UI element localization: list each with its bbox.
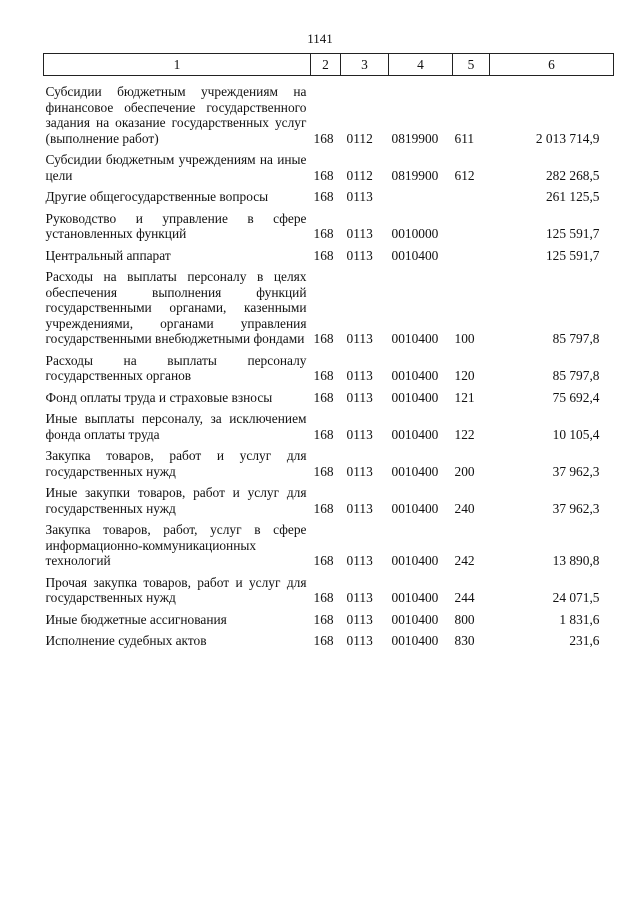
row-col-2: 168: [313, 167, 334, 183]
row-col-5: 242: [454, 553, 475, 568]
row-col-4: 0010400: [391, 389, 439, 405]
row-name: Иные закупки товаров, работ и услуг для государственных нужд: [45, 485, 307, 516]
row-col-2: 168: [313, 368, 334, 383]
row-col-2: 168: [313, 553, 334, 568]
row-col-2: 168: [313, 463, 334, 479]
row-col-3: 0113: [346, 331, 373, 346]
table-row: [44, 205, 614, 242]
table-row: [44, 347, 614, 384]
row-col-4: 0010400: [391, 426, 439, 442]
row-name: Закупка товаров, работ и услуг для государственных нужд: [45, 448, 307, 479]
row-col-5: 120: [454, 368, 475, 383]
table-row: [44, 405, 614, 442]
table-row: [44, 384, 614, 406]
row-col-3: 0113: [346, 463, 373, 479]
header-col-6: 6: [490, 54, 614, 76]
row-col-5: 611: [454, 130, 475, 146]
row-col-5: 200: [454, 463, 475, 479]
row-amount: 75 692,4: [552, 389, 600, 405]
row-name: Другие общегосударственные вопросы: [45, 189, 269, 204]
row-name: Закупка товаров, работ, услуг в сфере информационно-коммуникационных технологий: [45, 522, 307, 568]
row-col-5: 240: [454, 500, 475, 516]
row-col-4: 0010400: [391, 590, 439, 605]
row-col-2: 168: [313, 331, 334, 346]
row-col-4: 0010400: [391, 611, 439, 627]
row-name: Иные бюджетные ассигнования: [45, 611, 227, 627]
row-col-4: [389, 183, 453, 205]
row-name: Расходы на выплаты персоналу государственных органов: [45, 352, 307, 383]
row-col-4: 0010400: [391, 553, 439, 568]
row-col-2: 168: [313, 500, 334, 516]
row-col-4: 0819900: [391, 167, 439, 183]
budget-table: [43, 53, 614, 649]
table-row: [44, 442, 614, 479]
row-col-4: 0010400: [391, 247, 439, 263]
header-col-3: 3: [341, 54, 389, 76]
table-row: [44, 263, 614, 347]
row-col-5: 830: [454, 633, 475, 648]
row-col-5: [453, 205, 490, 242]
row-name: Иные выплаты персоналу, за исключением фонда оплаты труда: [45, 411, 307, 442]
row-col-2: 168: [313, 130, 334, 146]
row-name: Прочая закупка товаров, работ и услуг для государственных нужд: [45, 574, 307, 605]
row-col-2: 168: [313, 611, 334, 627]
row-col-5: 800: [454, 611, 475, 627]
row-col-5: [453, 242, 490, 264]
row-col-3: 0113: [346, 590, 373, 605]
row-amount: 10 105,4: [552, 426, 600, 442]
row-col-4: 0010000: [391, 226, 439, 241]
row-col-3: 0113: [346, 247, 373, 263]
row-col-4: 0010400: [391, 633, 439, 648]
row-col-2: 168: [313, 633, 334, 648]
row-name: Фонд оплаты труда и страховые взносы: [45, 389, 273, 405]
row-amount: 2 013 714,9: [535, 130, 600, 146]
row-col-3: 0113: [346, 500, 373, 516]
row-col-3: 0113: [346, 389, 373, 405]
row-col-5: 100: [454, 331, 475, 346]
table-row: [44, 146, 614, 183]
row-col-2: 168: [313, 389, 334, 405]
row-amount: 231,6: [569, 633, 600, 648]
row-col-3: 0113: [346, 226, 373, 241]
table-row: [44, 569, 614, 606]
row-col-3: 0113: [346, 368, 373, 383]
table-row: [44, 183, 614, 205]
table-row: [44, 516, 614, 569]
row-col-5: [453, 183, 490, 205]
row-col-4: 0010400: [391, 500, 439, 516]
row-col-2: 168: [313, 189, 334, 204]
row-name: Субсидии бюджетным учреждениям на иные цели: [45, 152, 307, 183]
row-col-3: 0113: [346, 426, 373, 442]
row-col-4: 0819900: [391, 130, 439, 146]
row-amount: 1 831,6: [559, 611, 600, 627]
page-number: 1141: [307, 31, 333, 46]
header-col-1: 1: [44, 54, 311, 76]
row-amount: 24 071,5: [552, 590, 600, 605]
row-amount: 85 797,8: [552, 368, 600, 383]
row-col-3: 0113: [346, 611, 373, 627]
table-row: [44, 606, 614, 628]
row-col-3: 0113: [346, 553, 373, 568]
table-row: [44, 627, 614, 649]
row-col-4: 0010400: [391, 368, 439, 383]
row-col-2: 168: [313, 247, 334, 263]
table-row: [44, 76, 614, 147]
row-amount: 37 962,3: [552, 500, 600, 516]
row-amount: 85 797,8: [552, 331, 600, 346]
row-col-5: 122: [454, 426, 475, 442]
row-amount: 282 268,5: [545, 167, 600, 183]
row-col-4: 0010400: [391, 463, 439, 479]
row-name: Исполнение судебных актов: [45, 633, 207, 648]
table-header: [44, 54, 614, 76]
table-body: [44, 76, 614, 649]
row-name: Руководство и управление в сфере установленных функций: [45, 210, 307, 241]
row-col-2: 168: [313, 590, 334, 605]
header-col-2: 2: [311, 54, 341, 76]
row-amount: 125 591,7: [545, 247, 600, 263]
row-col-3: 0112: [346, 167, 373, 183]
row-col-4: 0010400: [391, 331, 439, 346]
table-row: [44, 479, 614, 516]
row-col-3: 0113: [346, 633, 373, 648]
row-name: Субсидии бюджетным учреждениям на финансовое обеспечение государственного задания на оказание государственных услуг (выполнение работ): [45, 84, 307, 146]
row-amount: 125 591,7: [545, 226, 600, 241]
header-col-4: 4: [389, 54, 453, 76]
table-row: [44, 242, 614, 264]
row-col-5: 121: [454, 389, 475, 405]
row-col-3: 0112: [346, 130, 373, 146]
row-col-5: 244: [454, 590, 475, 605]
row-col-5: 612: [454, 167, 475, 183]
row-amount: 37 962,3: [552, 463, 600, 479]
row-amount: 261 125,5: [545, 189, 600, 204]
row-name: Расходы на выплаты персоналу в целях обеспечения выполнения функций государственными органами, казенными учреждениями, органами управления государственными внебюджетными фондами: [45, 269, 307, 346]
row-name: Центральный аппарат: [45, 247, 171, 263]
header-col-5: 5: [453, 54, 490, 76]
row-col-3: 0113: [346, 189, 373, 204]
row-col-2: 168: [313, 426, 334, 442]
row-col-2: 168: [313, 226, 334, 241]
row-amount: 13 890,8: [552, 553, 600, 568]
